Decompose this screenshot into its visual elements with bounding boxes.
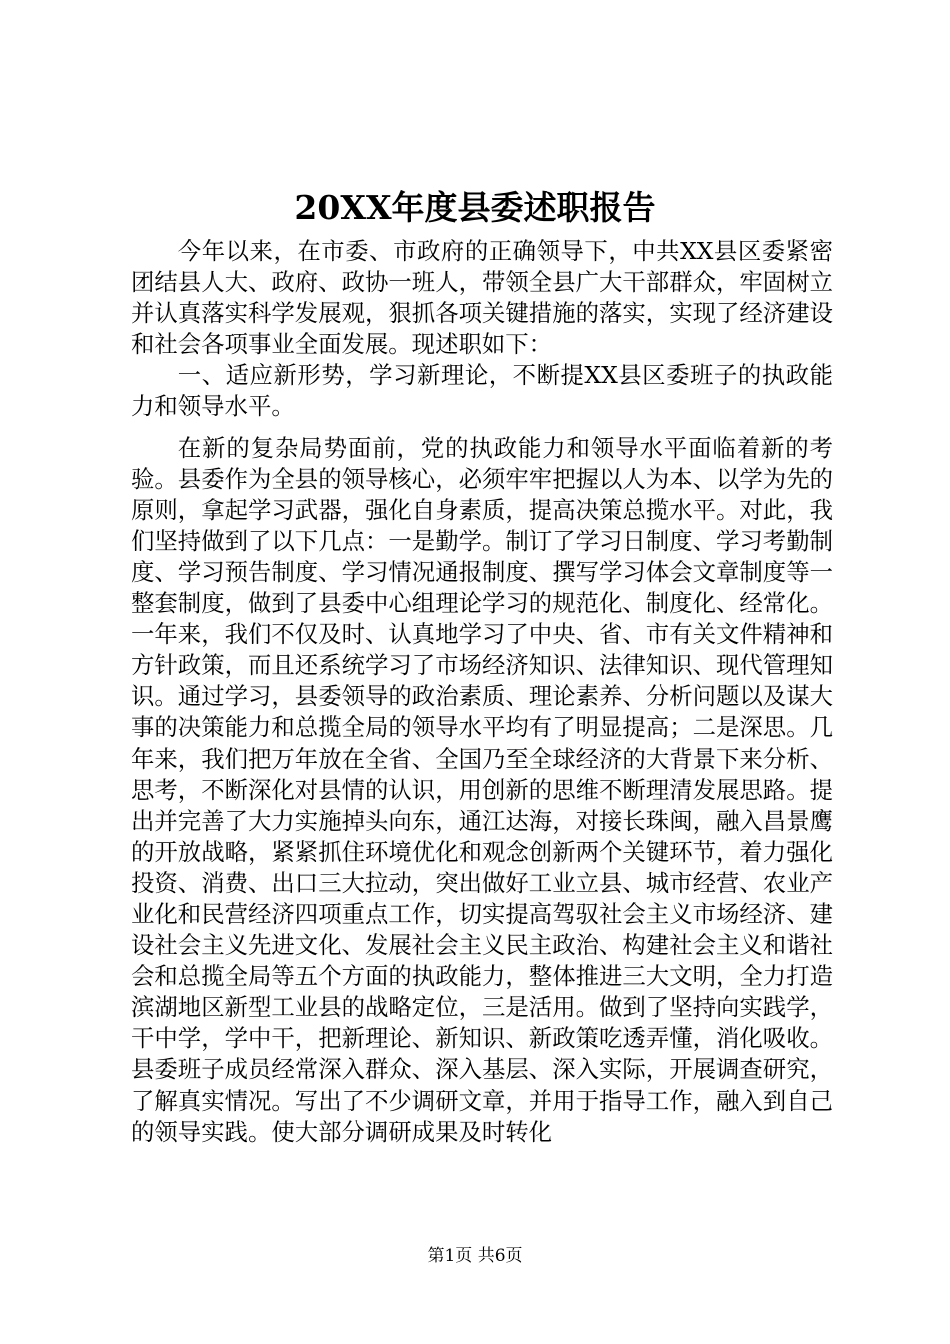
document-body bbox=[131, 236, 833, 1148]
paragraph-body: 在新的复杂局势面前，党的执政能力和领导水平面临着新的考验。县委作为全县的领导核心，必须牢牢把握以人为本、以学为先的原则，拿起学习武器，强化自身素质，提高决策总揽水平。对此，我们坚持做到了以下几点：一是勤学。制订了学习日制度、学习考勤制度、学习预告制度、学习情况通报制度、撰写学习体会文章制度等一整套制度，做到了县委中心组理论学习的规范化、制度化、经常化。一年来，我们不仅及时、认真地学习了中央、省、市有关文件精神和方针政策，而且还系统学习了市场经济知识、法律知识、现代管理知识。通过学习，县委领导的政治素质、理论素养、分析问题以及谋大事的决策能力和总揽全局的领导水平均有了明显提高；二是深思。几年来，我们把万年放在全省、全国乃至全球经济的大背景下来分析、思考，不断深化对县情的认识，用创新的思维不断理清发展思路。提出并完善了大力实施掉头向东，通江达海，对接长珠闽，融入昌景鹰的开放战略，紧紧抓住环境优化和观念创新两个关键环节，着力强化投资、消费、出口三大拉动，突出做好工业立县、城市经营、农业产业化和民营经济四项重点工作，切实提高驾驭社会主义市场经济、建设社会主义先进文化、发展社会主义民主政治、构建社会主义和谐社会和总揽全局等五个方面的执政能力，整体推进三大文明，全力打造滨湖地区新型工业县的战略定位，三是活用。做到了坚持向实践学，干中学，学中干，把新理论、新知识、新政策吃透弄懂，消化吸收。县委班子成员经常深入群众、深入基层、深入实际，开展调查研究，了解真实情况。写出了不少调研文章，并用于指导工作，融入到自己的领导实践。使大部分调研成果及时转化 bbox=[131, 433, 833, 1146]
page-number: 第1页 共6页 bbox=[427, 1246, 523, 1266]
paragraph-intro: 今年以来，在市委、市政府的正确领导下，中共XX县区委紧密团结县人大、政府、政协一班人，带领全县广大干部群众，牢固树立并认真落实科学发展观，狠抓各项关键措施的落实，实现了经济建设和社会各项事业全面发展。现述职如下： bbox=[131, 237, 833, 359]
document-title: 20XX年度县委述职报告 bbox=[294, 188, 656, 227]
section-heading: 一、适应新形势，学习新理论，不断提XX县区委班子的执政能力和领导水平。 bbox=[131, 361, 833, 421]
